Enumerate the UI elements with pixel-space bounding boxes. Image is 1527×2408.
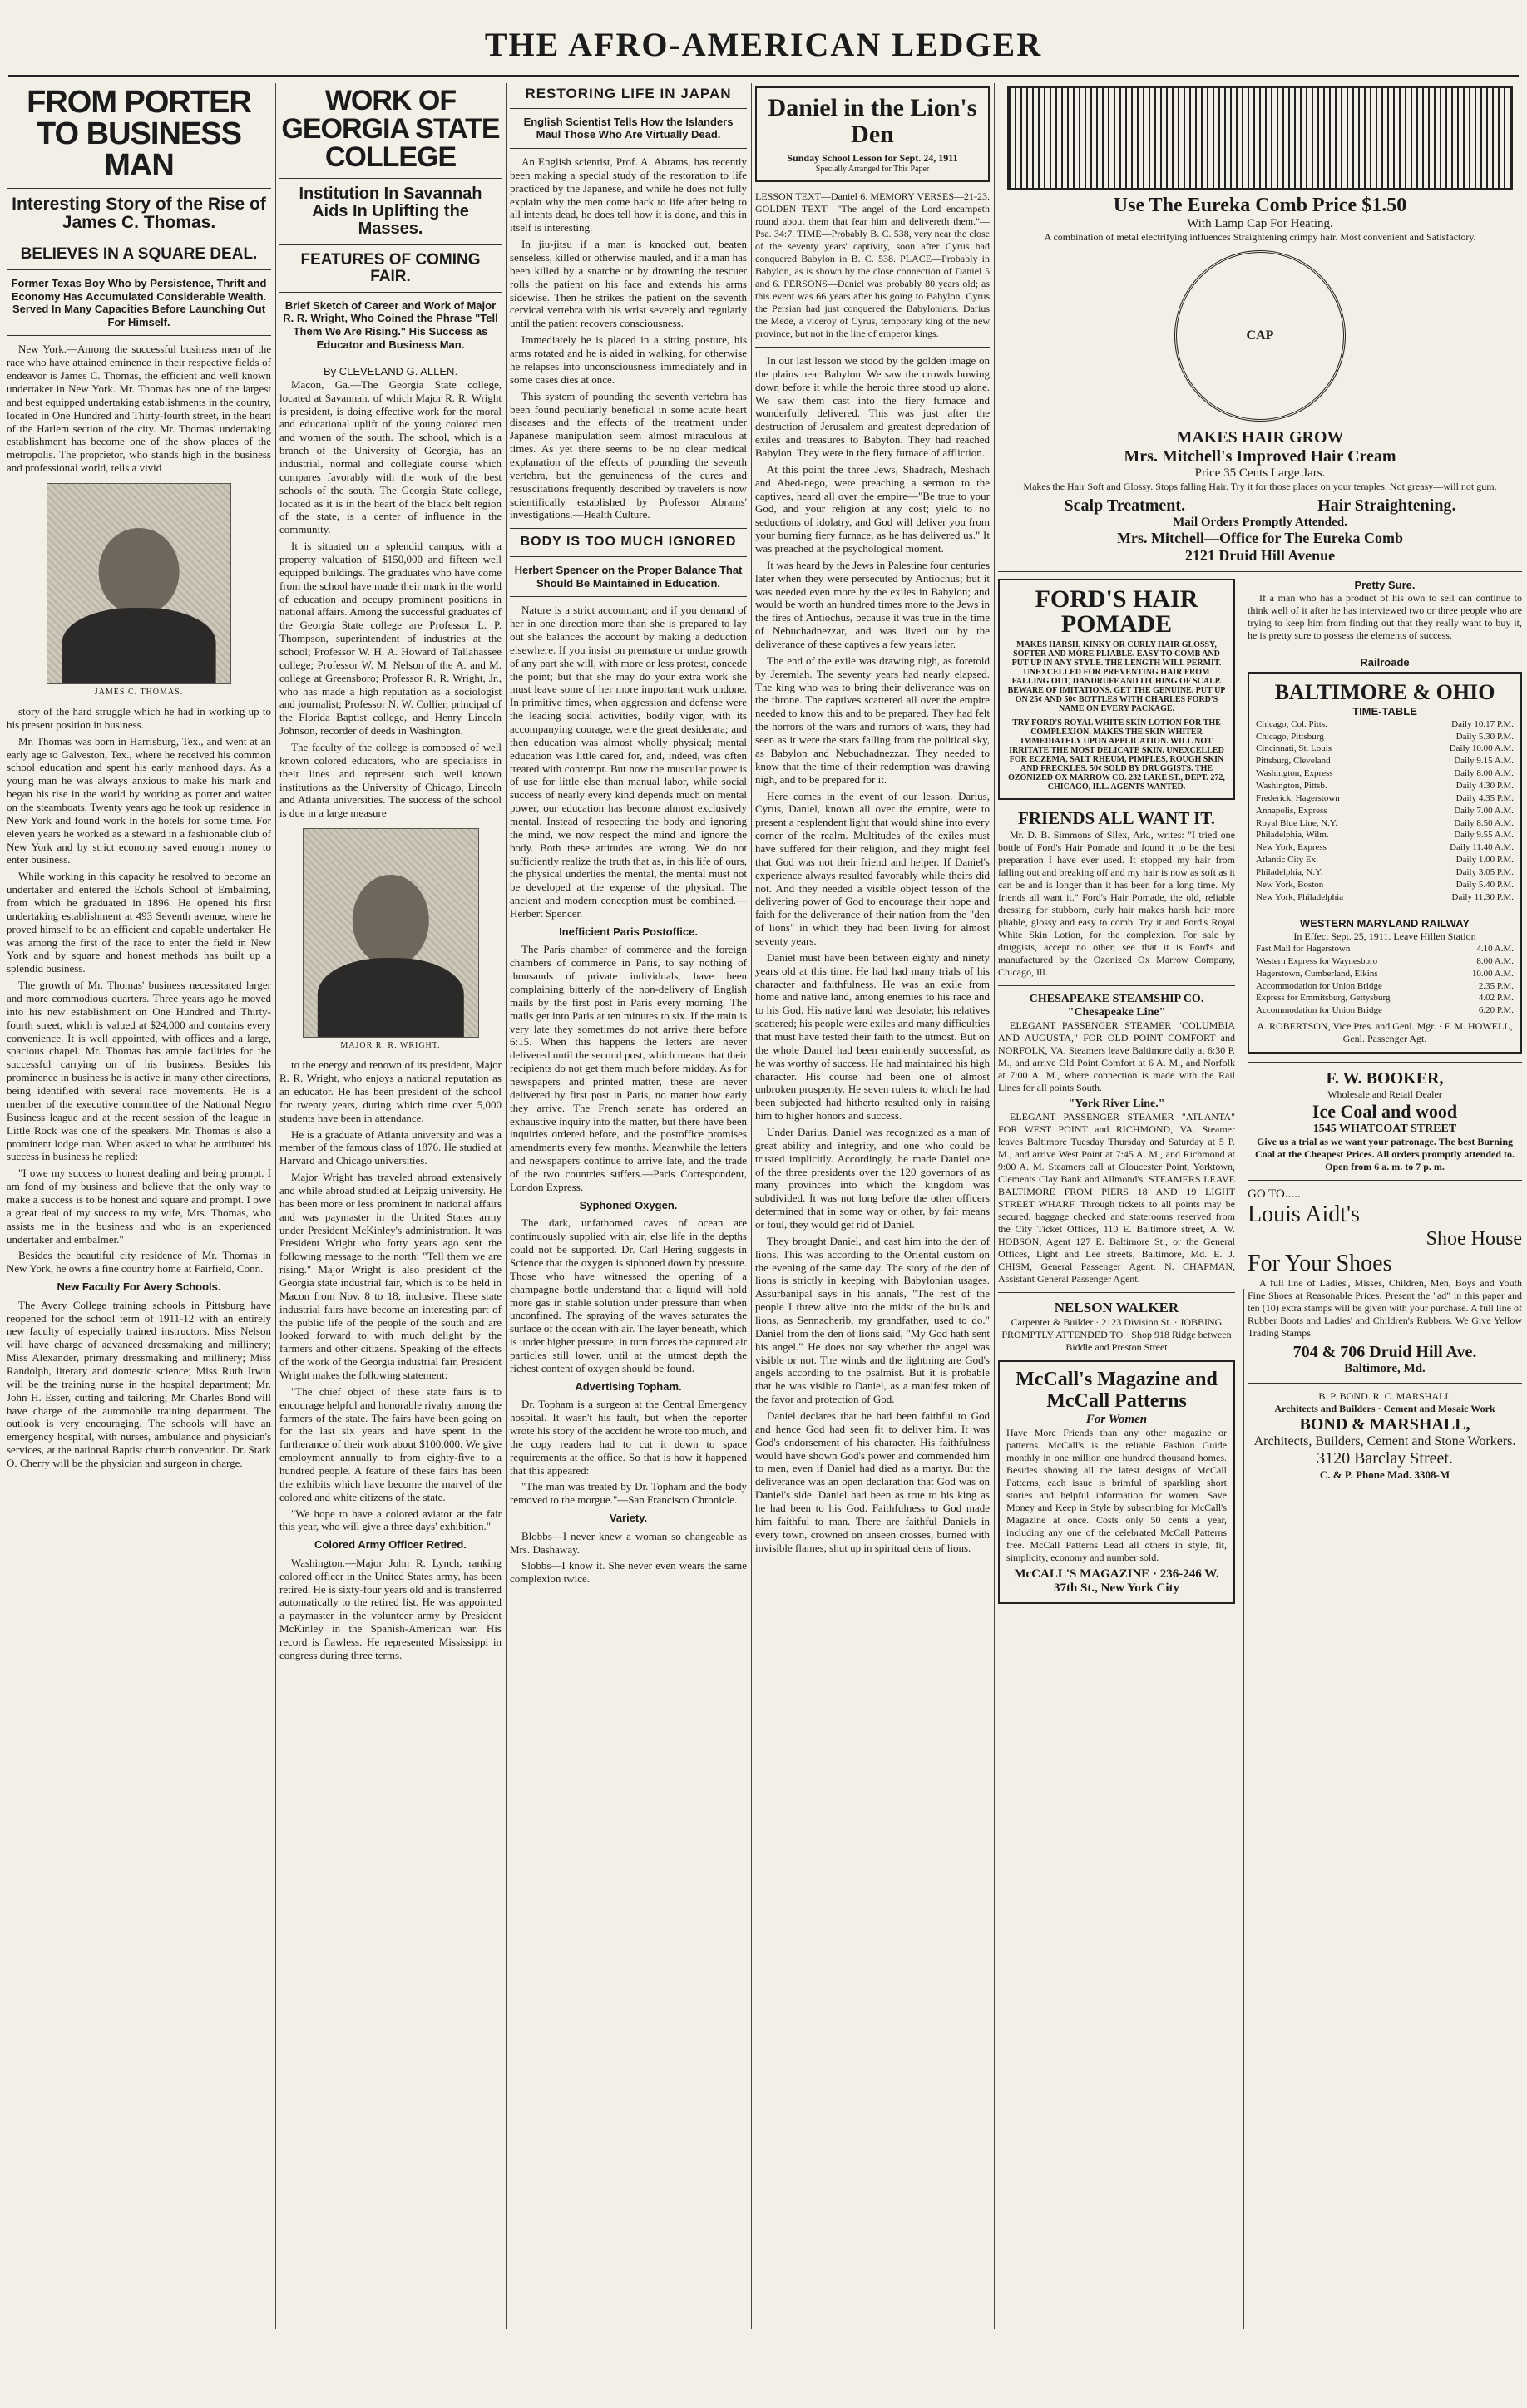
friends-title: FRIENDS ALL WANT IT.	[1018, 808, 1215, 828]
seal-label: CAP	[1246, 328, 1274, 343]
bond-names: B. P. BOND. R. C. MARSHALL	[1318, 1390, 1451, 1403]
paragraph: The growth of Mr. Thomas' business necessitated larger and more commodious quarters. Three years ago he moved into his new establishment on One Hundred and Thirty-fourth street, which is valued at $24,000 and contains every convenience. It is well appointed, with offices and a large, spacious chapel. Mr. Thomas has ample facilities for the successful carrying on of his business. Besides his prominence in business he is active in many other directions, being identified with several race movements. He is a member of the executive committee of the National Negro Business league and at the recent session of the league in Little Rock was one of the speakers. Mr. Thomas is also a prominent lodge man. When asked to what he attributed his success in business he replied:	[7, 979, 271, 1163]
timetable-train: Frederick, Hagerstown	[1256, 792, 1340, 803]
pretty-sure-copy: If a man who has a product of his own to sell can continue to think well of it after he has interviewed two or three people who are trying to keep him from finding out that they really want to buy it, he is pretty sure to possess the elements of success.	[1248, 591, 1522, 641]
timetable-train: Philadelphia, N.Y.	[1256, 866, 1323, 877]
timetable-train: Annapolis, Express	[1256, 805, 1327, 816]
timetable-time: Daily 1.00 P.M.	[1455, 855, 1514, 866]
comb-seal-icon	[1174, 250, 1346, 422]
column-five-ads	[998, 86, 1522, 2408]
timetable-train: New York, Philadelphia	[1256, 891, 1344, 902]
comb-brand: Use The Eureka Comb Price $1.50	[1113, 195, 1407, 216]
portrait-photo	[303, 828, 479, 1038]
subheadline: BELIEVES IN A SQUARE DEAL.	[20, 245, 258, 264]
subheadline: Inefficient Paris Postoffice.	[559, 925, 698, 938]
timetable-row	[1256, 992, 1514, 1004]
paragraph: In our last lesson we stood by the golden image on the plains near Babylon. We saw the crowds bowing down before it while the heroic three stood up alone. We saw them cast into the fiery furnace and wonderfully delivered. This was just after the destruction of Jerusalem and greatest depredation of exiles and treasures to Babylon. They had reached Babylon. They were in the fiery furnace of affliction.	[755, 354, 990, 460]
timetable-time: 8.00 A.M.	[1476, 955, 1514, 966]
paragraph: An English scientist, Prof. A. Abrams, has recently been making a special study of the restoration to life practiced by the Japanese, and while he does not fully explain why the men come back to life after being to all intents dead, he does tell how it is done, and this in itself is interesting.	[510, 155, 747, 234]
paragraph: Mr. Thomas was born in Harrisburg, Tex., and went at an early age to Galveston, Tex., where he received his common school education and spent his early manhood days. As a young man he was always anxious to make his mark and began his rise in the world by working as porter and waiter on the steamboats. Twenty years ago he took up residence in New York and found work in the hotels for some time. For eleven years he worked as a steward in a fashionable club of New York and by strict economy saved enough money to enter business.	[7, 734, 271, 866]
wm-rows	[1256, 943, 1514, 1017]
column-divider	[275, 83, 276, 2329]
subheadline: FEATURES OF COMING FAIR.	[300, 251, 481, 285]
aidt-goto: GO TO.....	[1248, 1187, 1301, 1202]
booker-ad	[1248, 1069, 1522, 1173]
subheadline: Colored Army Officer Retired.	[314, 1538, 467, 1552]
paragraph: story of the hard struggle which he had in working up to his present position in business.	[7, 705, 271, 731]
timetable-time: Daily 3.05 P.M.	[1455, 866, 1514, 877]
headline: RESTORING LIFE IN JAPAN	[525, 86, 732, 101]
wm-title: WESTERN MARYLAND RAILWAY	[1299, 917, 1470, 930]
chesapeake-line: "Chesapeake Line"	[1067, 1006, 1166, 1019]
paragraph: The dark, unfathomed caves of ocean are continuously supplied with air, else life in the depths could not be supported. Dr. Carl Hering suggests in Science that the oxygen is siphoned down by pressure. Those who have witnessed the opening of a champagne bottle understand that a liquid will hold more gas in stable solution under pressure than when unconfined. The spraying of the waves saturates the surface of the ocean with air. The layer beneath, which is under higher pressure, in turn forces the captured air particles still lower, until at the utmost depth the richest content of oxygen should be found.	[510, 1216, 747, 1374]
timetable-train: New York, Express	[1256, 842, 1327, 853]
booker-title: F. W. BOOKER,	[1326, 1069, 1444, 1088]
paragraph: to the energy and renown of its president, Major R. R. Wright, who enjoys a national reputation as an educator. He has been president of the school for twenty years, during which time over 5,000 students have been in attendance.	[279, 1058, 502, 1124]
paragraph: The Paris chamber of commerce and the foreign chambers of commerce in Paris, to say nothing of thousands of private individuals, have been complaining bitterly of the non-delivery of English mails by the first post in Paris every morning. The mails get into Paris at ten minutes to six. If the train is very late they sometimes do not arrive there before 6:15. When this happens the letters are never delivered until the second post, which means that their recipients do not get them much before midday. As for newspapers and printed matter, these are never delivered by first post in Paris, no matter how early they arrive. The French senate has ordered an exhaustive inquiry into the matter, but there have been inquiries ordered before, and the postoffice promises amendments every few months. Meanwhile the letters and newspapers continue to arrive late, and the trade of the two countries suffers.—Paris Correspondent, London Express.	[510, 943, 747, 1193]
mccall-address: McCALL'S MAGAZINE · 236-246 W. 37th St., New York City	[1014, 1567, 1219, 1595]
wm-sign: A. ROBERTSON, Vice Pres. and Genl. Mgr. · F. M. HOWELL, Genl. Passenger Agt.	[1257, 1020, 1513, 1045]
lesson-title: Daniel in the Lion's Den	[768, 94, 977, 148]
cream-copy: Makes the Hair Soft and Glossy. Stops falling Hair. Try it for those places on your temples. Not greasy—will not gum.	[1023, 481, 1497, 492]
paragraph: Macon, Ga.—The Georgia State college, located at Savannah, of which Major R. R. Wright is president, is doing effective work for the moral and educational uplift of the young colored men and women of the south. The school, which is a branch of the University of Georgia, has an industrial, normal and collegiate course which compares favorably with the work of the best schools of the south. The Georgia State college, located as it is in the heart of the black belt region of the state, is a center of influence in the community.	[279, 377, 502, 536]
paragraph: The Avery College training schools in Pittsburg have reopened for the school term of 1911-12 with an entirely new faculty of especially trained instructors. Miss Nelson will have charge of advanced dressmaking and millinery; Miss Alexander, primary dressmaking and millinery; Miss Randolph, literary and domestic science; Miss Ruth Irwin will be the training nurse in the hospital department; Mr. John H. Esser, cutting and tailoring; Mr. Charles Bond will have charge of the automobile training department. The outlook is very encouraging. The schools will have an emergency hospital, with nurses, ambulance and physician's services, at the national Baptist church convention. Dr. Stark O. Cherry will be the physician and surgeon in charge.	[7, 1298, 271, 1469]
paragraph: "The chief object of these state fairs is to encourage helpful and honorable rivalry among the farmers of the state. The fairs have been going on for the last six years and have spent in the furtherance of their work about $100,000. We give employment annually to from eighty-five to a hundred people. A feature of these fairs has been the exhibits which have become the marvel of the colored and white citizens of the state.	[279, 1384, 502, 1503]
left-ad-column	[998, 579, 1235, 1612]
timetable-time: Daily 7.00 A.M.	[1454, 805, 1514, 816]
bo-timetable	[1248, 672, 1522, 1054]
mail-orders: Mail Orders Promptly Attended.	[1173, 516, 1347, 529]
aidt-copy: A full line of Ladies', Misses, Children, Men, Boys and Youth Fine Shoes at Reasonable Prices. Present the "ad" in this paper and ten (10) extra stamps will be given with your purchase. A full line of Rubber Boots and Ladies' and Children's Rubbers. We Give Yellow Trading Stamps	[1248, 1277, 1522, 1340]
friends-copy: Mr. D. B. Simmons of Silex, Ark., writes: "I tried one bottle of Ford's Hair Pomade and found it to be the best preparation I have ever used. It stopped my hair from falling out and breaking off and my hair is now as soft as it can be and is longer than it has been for a long time. My friends all want it." Ford's Hair Pomade, the old, reliable dressing for stubborn, curly hair makes harsh hair more pliable, glossy and easy to comb. Try it and Ford's Royal White Skin Lotion, for the complexion. For sale by druggists, accept no other, see that it is Ford's and manufactured by the Ozonized Ox Marrow Company, Chicago, Ill.	[998, 829, 1235, 978]
lesson-note: Specially Arranged for This Paper	[815, 165, 930, 174]
office-address: 2121 Druid Hill Avenue	[1184, 547, 1336, 564]
cream-price: Price 35 Cents Large Jars.	[1194, 466, 1326, 480]
wm-note: In Effect Sept. 25, 1911. Leave Hillen Station	[1293, 930, 1476, 943]
timetable-time: 2.35 P.M.	[1478, 980, 1514, 991]
timetable-train: Chicago, Pittsburg	[1256, 731, 1324, 742]
paragraph: Dr. Topham is a surgeon at the Central Emergency hospital. It wasn't his fault, but when the reporter wrote his story of the accident he wrote too much, and the copy readers had to cut it down to space requirements at the office. So that is how it happened that this appeared:	[510, 1398, 747, 1477]
subheadline: Interesting Story of the Rise of James C. Thomas.	[12, 195, 266, 233]
subheadline: Advertising Topham.	[575, 1379, 682, 1393]
york-river-copy: ELEGANT PASSENGER STEAMER "ATLANTA" FOR WEST POINT and RICHMOND, VA. Steamer leaves Baltimore Tuesday Thursday and Saturday at 5 P. M., and arrive West Point at 7:45 A. M., and Richmond at 9:00 A. M. Steamers call at Gloucester Point, Yorktown, Clements Clay Bank and Allmond's. STEAMERS LEAVE BALTIMORE FROM PIERS 18 AND 19 LIGHT STREET WHARF. Through tickets to all points may be secured, baggage checked and staterooms reserved from the City Ticket Offices, 110 E. Baltimore street, A. W. HOBSON, Agent 127 E. Baltimore St., or the General Offices, Light and Lee streets, Baltimore, Md. E. J. CHISM, General Passenger Agent. N. CHAPMAN, Assistant General Passenger Agent.	[998, 1111, 1235, 1285]
paragraph: Immediately he is placed in a sitting posture, his arms rotated and he is aided in walking, for otherwise he relapses into unconsciousness immediately and in some cases dies at once.	[510, 333, 747, 386]
headline: WORK OF GEORGIA STATE COLLEGE	[281, 86, 500, 173]
subheadline: Variety.	[609, 1512, 648, 1525]
railroad-heading: Railroade	[1360, 655, 1410, 669]
paragraph: Daniel declares that he had been faithful to God and hence God had seen fit to deliver him. It was God's endorsement of his character. His faithfulness would have shown God's power and commended him to men, even if Daniel had died as a martyr. But the deliverance was an open declaration that God was on Daniel's side. Daniel had been as true to his king as he had been to his God. Faithfulness to God made him faithful to man. There are faithful Daniels in every town, crowned on unseen crosses, burned with invisible flames, shut up in spiritual dens of lions.	[755, 1409, 990, 1554]
sunday-lesson-box	[755, 86, 990, 182]
booker-goods: Ice Coal and wood	[1312, 1101, 1458, 1123]
column-divider	[751, 83, 752, 2329]
timetable-row	[1256, 755, 1514, 767]
aidt-city: Baltimore, Md.	[1344, 1362, 1426, 1376]
masthead-title: THE AFRO-AMERICAN LEDGER	[484, 26, 1043, 63]
office: Mrs. Mitchell—Office for The Eureka Comb	[1117, 530, 1403, 546]
timetable-row	[1256, 1004, 1514, 1017]
deck: Former Texas Boy Who by Persistence, Thrift and Economy Has Accumulated Considerable Wealth. Served In Many Capacities Before Launching Out For Himself.	[11, 277, 267, 328]
timetable-train: Atlantic City Ex.	[1256, 855, 1318, 866]
article-column-three	[510, 86, 747, 1589]
bond-sub: Architects and Builders · Cement and Mosaic Work	[1274, 1403, 1495, 1415]
photo-caption: MAJOR R. R. WRIGHT.	[340, 1041, 441, 1051]
timetable-row	[1256, 866, 1514, 879]
fords-ad	[998, 579, 1235, 800]
aidt-head: For Your Shoes	[1248, 1251, 1392, 1277]
headline: FROM PORTER TO BUSINESS MAN	[27, 86, 251, 183]
deck: Herbert Spencer on the Proper Balance That Should Be Maintained in Education.	[514, 564, 743, 590]
timetable-row	[1256, 767, 1514, 780]
timetable-train: Cincinnati, St. Louis	[1256, 743, 1332, 754]
timetable-row	[1256, 731, 1514, 743]
timetable-row	[1256, 955, 1514, 968]
fords-copy-2: TRY FORD'S ROYAL WHITE SKIN LOTION FOR THE COMPLEXION. MAKES THE SKIN WHITER IMMEDIATELY UPON APPLICATION. WILL NOT IRRITATE THE MOST DELICATE SKIN. UNEXCELLED FOR ECZEMA, SALT RHEUM, PIMPLES, ROUGH SKIN AND FRECKLES. 50¢ SOLD BY DRUGGISTS. THE OZONIZED OX MARROW CO. 232 LAKE ST., DEPT. 272, CHICAGO, ILL. AGENTS WANTED.	[1008, 718, 1225, 792]
deck: English Scientist Tells How the Islanders Maul Those Who Are Virtually Dead.	[523, 115, 734, 141]
timetable-row	[1256, 879, 1514, 891]
aidt-ad	[1248, 1187, 1522, 1376]
bo-rows	[1256, 718, 1514, 904]
timetable-row	[1256, 718, 1514, 731]
paragraph: The faculty of the college is composed of well known colored educators, who are specialists in their lines and represent such well known institutions as the University of Chicago, Lincoln and Atlanta universities. The success of the school is due in a large measure	[279, 741, 502, 820]
paragraph: It is situated on a splendid campus, with a property valuation of $150,000 and fifteen well equipped buildings. The graduates who have come from the school have made their mark in the world of education and occupy prominent positions in national affairs. Among the successful graduates of the Georgia State college are Professor L. P. Thompson, superintendent of industries at the school; Professor W. H. A. Howard of Tallahassee college; Professor W. M. Nelson of the A. and M. college at Greensboro; Professor R. R. Wright, Jr., who has made a high reputation as a sociologist and journalist; Professor N. W. Collier, principal of the Florida Baptist college, and Henry Lincoln Johnson, recorder of deeds in Washington.	[279, 540, 502, 738]
timetable-time: Daily 4.30 P.M.	[1455, 781, 1514, 791]
bond-address: 3120 Barclay Street.	[1317, 1449, 1453, 1468]
aidt-address: 704 & 706 Druid Hill Ave.	[1292, 1343, 1477, 1362]
timetable-time: Daily 5.30 P.M.	[1455, 731, 1514, 742]
comb-note: With Lamp Cap For Heating.	[1187, 217, 1333, 230]
timetable-time: Daily 10.17 P.M.	[1451, 718, 1514, 729]
booker-address: 1545 WHATCOAT STREET	[1312, 1123, 1457, 1136]
booker-copy: Give us a trial as we want your patronage. The best Burning Coal at the Cheapest Prices. All orders promptly attended to. Open from 6 a. m. to 7 p. m.	[1254, 1136, 1515, 1173]
paragraph: Daniel must have been between eighty and ninety years old at this time. He had had many trials of his character and faithfulness. He was an exile from home and native land, among enemies to his race and to his God. His native land was desolate; his relatives scattered; his people were exiles and many difficulties that must have tested their faith to the utmost. But on the whole Daniel had been eminently successful, as he was worthy of success. He had maintained his high character. His course had been one of almost unbroken prosperity. He seven rulers to which he had been subjected had hitherto resulted only in raising him to higher honors and success.	[755, 950, 990, 1123]
masthead-rule	[8, 75, 1519, 77]
paragraph: At this point the three Jews, Shadrach, Meshach and Abed-nego, were preaching a sermon to the captives, heard all over the empire—"Be true to your God, and your religion at any cost; yield to no seductions of idolatry, and God will deliver you from your burning fiery furnace, as he has delivered us." It was preached at the psychological moment.	[755, 462, 990, 555]
paragraph: Besides the beautiful city residence of Mr. Thomas in New York, he owns a fine country home at Fairfield, Conn.	[7, 1249, 271, 1276]
chesapeake-title: CHESAPEAKE STEAMSHIP CO.	[1029, 993, 1204, 1005]
paragraph: "I owe my success to honest dealing and being prompt. I am fond of my business and believe that the only way to make a success is to be honest and square and prompt. I owe a great deal of my success to my wife, Mrs. Thomas, who assists me in the business and who is an experienced undertaker and embalmer."	[7, 1167, 271, 1246]
article-georgia-state-college	[279, 86, 502, 1665]
timetable-row	[1256, 743, 1514, 755]
paragraph: Here comes in the event of our lesson. Darius, Cyrus, Daniel, known all over the empire, were to present a resplendent light that would shine into every corner of the realm. Multitudes of the exiles must have suffered for their religion, and they might feel that God was not their friend and helper. If Daniel's experience always resulted favorably while theirs did not. And they needed a visible object lesson of the delivering power of God to encourage their hope and faith for the deliverance of their nation from the "den of lions" in which they had been living for almost seventy years.	[755, 789, 990, 947]
subheadline: Syphoned Oxygen.	[579, 1198, 678, 1211]
timetable-time: Daily 9.15 A.M.	[1454, 756, 1514, 767]
bond-marshall-ad	[1248, 1390, 1522, 1482]
timetable-train: Pittsburg, Cleveland	[1256, 756, 1331, 767]
hair-grow: MAKES HAIR GROW	[1176, 428, 1344, 447]
photo-caption: JAMES C. THOMAS.	[94, 688, 184, 697]
headline: BODY IS TOO MUCH IGNORED	[520, 535, 737, 550]
timetable-row	[1256, 943, 1514, 955]
right-ad-column	[1248, 579, 1522, 1482]
timetable-row	[1256, 805, 1514, 817]
timetable-time: Daily 8.50 A.M.	[1454, 817, 1514, 828]
nelson-walker-copy: Carpenter & Builder · 2123 Division St. · JOBBING PROMPTLY ATTENDED TO · Shop 918 Ridge between Biddle and Preston Street	[1001, 1316, 1232, 1353]
subheadline: Institution In Savannah Aids In Uplifting the Masses.	[299, 185, 482, 238]
nelson-walker-title: NELSON WALKER	[1054, 1300, 1179, 1315]
timetable-time: 10.00 A.M.	[1471, 968, 1514, 979]
timetable-train: Philadelphia, Wilm.	[1256, 830, 1329, 841]
byline: By CLEVELAND G. ALLEN.	[323, 365, 458, 378]
paragraph: "We hope to have a colored aviator at the fair this year, who will give a three days' exhibition."	[279, 1507, 502, 1533]
timetable-time: 4.02 P.M.	[1478, 993, 1514, 1004]
timetable-train: Western Express for Waynesboro	[1256, 955, 1378, 966]
mccall-sub: For Women	[1085, 1412, 1148, 1426]
aidt-house: Shoe House	[1426, 1228, 1522, 1251]
bond-copy: Architects, Builders, Cement and Stone Workers.	[1253, 1434, 1516, 1449]
timetable-train: Express for Emmitsburg, Gettysburg	[1256, 993, 1391, 1004]
lesson-date: Sunday School Lesson for Sept. 24, 1911	[787, 152, 958, 164]
paragraph: Nature is a strict accountant; and if you demand of her in one direction more than she is prepared to lay out she balances the account by making a deduction elsewhere. If you insist on premature or undue growth of any part she will, with more or less protest, concede the point; but that she may do your extra work she must leave some of her more important work undone. In primitive times, when aggression and defense were the leading social activities, bodily vigor, with its accompanying courage, were the great desiderata; and then education was almost wholly physical; mental education was little cared for, and, indeed, was often treated with contempt. But now the muscular power is of use for little else than manual labor, while social success of nearly every kind depends much on mental power, our education has become almost exclusively mental. Instead of respecting the body and ignoring the mind, we now respect the mind and ignore the body. Both these attitudes are wrong. We do not sufficiently realize the truth that as, in this life of ours, the physical underlies the mental, the mental must not be developed at the expense of the physical. The ancient and modern conception must be combined.—Herbert Spencer.	[510, 604, 747, 920]
fords-title: FORD'S HAIR POMADE	[1035, 585, 1198, 638]
column-four	[755, 86, 990, 1557]
paragraph: Major Wright has traveled abroad extensively and while abroad studied at Leipzig university. He has been more or less prominent in national affairs and was paymaster in the United States army under President McKinley's administration. It was President Wright who forty years ago sent the following message to the north: "Tell them we are rising." Major Wright is also president of the Georgia state industrial fair, which is to be held in Macon from Nov. 8 to 18, inclusive. These state industrial fairs have become an interesting part of the public life of the people of the south and are looked forward to with much delight by the farmers and other citizens. Speaking of the effects of the work of the Georgia industrial fair, President Wright makes the following statement:	[279, 1171, 502, 1381]
timetable-time: Daily 11.40 A.M.	[1450, 842, 1514, 853]
timetable-row	[1256, 780, 1514, 792]
paragraph: New York.—Among the successful business men of the race who have attained eminence in their respective fields of endeavor is James C. Thomas, the efficient and well known undertaker in New York. Mr. Thomas has one of the largest and best equipped undertaking establishments in the country, located in One Hundred and Thirty-fourth street, in the heart of the Harlem section of the city. Mr. Thomas' undertaking establishment has become one of the show places of the metropolis. The proprietor, who stands high in the business and professional world, tells a vivid	[7, 343, 271, 475]
timetable-row	[1256, 854, 1514, 866]
timetable-train: Chicago, Col. Pitts.	[1256, 718, 1327, 729]
mccall-copy: Have More Friends than any other magazine or patterns. McCall's is the reliable Fashion Guide monthly in one million one hundred thousand homes. Besides showing all the latest designs of McCall Patterns, each issue is brimful of sparkling short stories and helpful information for women. Save Money and Keep in Style by subscribing for McCall's Magazine at once. Costs only 50 cents a year, including any one of the celebrated McCall Patterns free. McCall Patterns Lead all others in style, fit, simplicity, economy and number sold.	[1006, 1426, 1227, 1563]
hair-straightening: Hair Straightening.	[1317, 496, 1456, 515]
york-river-line: "York River Line."	[1068, 1098, 1165, 1110]
paragraph: This system of pounding the seventh vertebra has been found peculiarly beneficial in some acute heart diseases and the effects of the treatment under Japanese manipulation seem almost miraculous at times. As yet there seems to be no clear medical explanation of the effects of pounding the seventh vertebra, but the genuineness of the cures and resuscitations frequently described by travelers is now scientifically established by Professor Abrams' investigations.—Health Culture.	[510, 389, 747, 521]
timetable-time: 4.10 A.M.	[1476, 944, 1514, 955]
paragraph: It was heard by the Jews in Palestine four centuries later when they were persecuted by Antiochus; but it was needed even more by the exiles in Babylon; and would be worth an hundred times more to the Jews in the fires of Antiochus, because it was true in the time of Nebuchadnezzar, and was lived out by the deliverance of these captives a few years later.	[755, 558, 990, 651]
timetable-train: Hagerstown, Cumberland, Elkins	[1256, 968, 1378, 979]
hair-cream: Mrs. Mitchell's Improved Hair Cream	[1124, 447, 1396, 466]
timetable-time: 6.20 P.M.	[1478, 1005, 1514, 1016]
paragraph: While working in this capacity he resolved to become an undertaker and entered the Echols School of Embalming, from which he graduated in 1896. He opened his first undertaking establishment at 493 Seventh avenue, where he proved himself to be an efficient and capable undertaker. He was among the first of the race to enter the field in New York and by square and honest methods has built up a splendid business.	[7, 870, 271, 975]
timetable-train: Accommodation for Union Bridge	[1256, 980, 1382, 991]
timetable-train: Accommodation for Union Bridge	[1256, 1005, 1382, 1016]
mccall-ad	[998, 1360, 1235, 1604]
column-divider	[506, 83, 507, 2329]
timetable-train: Washington, Pittsb.	[1256, 781, 1327, 791]
fords-copy: MAKES HARSH, KINKY OR CURLY HAIR GLOSSY, SOFTER AND MORE PLIABLE. EASY TO COMB AND PUT UP IN ANY STYLE. THE LENGTH WILL PERMIT. UNEXCELLED FOR PREVENTING HAIR FROM FALLING OUT, DANDRUFF AND ITCHING OF SCALP. BEWARE OF IMITATIONS. GET THE GENUINE. PUT UP ON 25¢ AND 50¢ BOTTLES WITH CHARLES FORD'S NAME ON EVERY PACKAGE.	[1007, 640, 1226, 713]
timetable-row	[1256, 968, 1514, 980]
deck: Brief Sketch of Career and Work of Major R. R. Wright, Who Coined the Phrase "Tell Them We Are Rising." His Success as Educator and Business Man.	[283, 299, 498, 351]
timetable-train: New York, Boston	[1256, 879, 1324, 890]
timetable-time: Daily 10.00 A.M.	[1449, 743, 1514, 754]
paragraph: Blobbs—I never knew a woman so changeable as Mrs. Dashaway.	[510, 1529, 747, 1556]
lesson-text: LESSON TEXT—Daniel 6. MEMORY VERSES—21-23. GOLDEN TEXT—"The angel of the Lord encampeth round about them that fear him and delivereth them."—Psa. 34:7. TIME—Probably B. C. 538, very near the close of the seventy years' captivity, soon after Cyrus had conquered Babylon in B. C. 538. PLACE—Probably in Babylon, as is shown by the close connection of Daniel 5 and 6. PERSONS—Daniel was probably 80 years old; as this event was 66 years after his going to Babylon. Cyrus the Persian had just conquered the Babylonians. Darius the Mede, a viceroy of Cyrus, temporary king of the new province, but not in the line of emperor kings.	[755, 190, 990, 339]
timetable-row	[1256, 817, 1514, 830]
bo-title: BALTIMORE & OHIO	[1274, 680, 1495, 705]
timetable-time: Daily 4.35 P.M.	[1455, 792, 1514, 803]
chesapeake-copy: ELEGANT PASSENGER STEAMER "COLUMBIA AND AUGUSTA," FOR OLD POINT COMFORT and NORFOLK, VA. Steamers leave Baltimore daily at 6:30 P. M., and arrive Old Point Comfort at 6 A. M., and Norfolk at 7:00 A. M., where connection is made with the Rail Lines for all points South.	[998, 1019, 1235, 1093]
comb-description: A combination of metal electrifying influences Straightening crimpy hair. Most convenient and Satisfactory.	[1044, 231, 1476, 243]
timetable-train: Royal Blue Line, N.Y.	[1256, 817, 1338, 828]
paragraph: He is a graduate of Atlanta university and was a member of the famous class of 1876. He studied at Harvard and Chicago universities.	[279, 1128, 502, 1167]
column-divider	[994, 83, 995, 2329]
article-porter-to-business-man	[7, 86, 271, 1473]
scalp-treatment: Scalp Treatment.	[1064, 496, 1186, 515]
timetable-time: Daily 8.00 A.M.	[1454, 768, 1514, 779]
timetable-train: Fast Mail for Hagerstown	[1256, 944, 1351, 955]
paragraph: The end of the exile was drawing nigh, as foretold by Jeremiah. The seventy years had nearly elapsed. The king who was to bring their deliverance was on the throne. The captives scattered all over the empire needed to know this and to be prepared. They had felt the horrors of the wars and rumors of wars, they had seen as it were the stars falling from the political sky, as Babylon and Nebuchadnezzar. They needed to know that the time of their redemption was drawing nigh, and to be prepared for it.	[755, 654, 990, 786]
paragraph: In jiu-jitsu if a man is knocked out, beaten senseless, killed or otherwise mauled, and if a man has been killed by a snatche or by drowning the rescuer rolls the patient on his face and extends his arms sidewise. Then he strikes the patient on the seventh cervical vertebra with his wrist severely and regularly until the patient recovers consciousness.	[510, 238, 747, 330]
comb-illustration	[1007, 86, 1514, 190]
timetable-train: Washington, Express	[1256, 768, 1333, 779]
paragraph: Washington.—Major John R. Lynch, ranking colored officer in the United States army, has been retired. He is sixty-four years old and is transferred automatically to the retired list. He was appointed a paymaster in the volunteer army by President McKinley in the Spanish-American war. His record is flawless. He represented Mississippi in congress during three terms.	[279, 1556, 502, 1661]
booker-sub: Wholesale and Retail Dealer	[1327, 1088, 1442, 1101]
bond-phone: C. & P. Phone Mad. 3308-M	[1319, 1468, 1450, 1482]
timetable-row	[1256, 792, 1514, 805]
aidt-name: Louis Aidt's	[1248, 1202, 1360, 1228]
timetable-row	[1256, 891, 1514, 904]
timetable-row	[1256, 829, 1514, 841]
timetable-row	[1256, 841, 1514, 854]
bond-title: BOND & MARSHALL,	[1299, 1415, 1470, 1434]
timetable-time: Daily 9.55 A.M.	[1454, 830, 1514, 841]
timetable-row	[1256, 980, 1514, 993]
timetable-time: Daily 11.30 P.M.	[1451, 891, 1514, 902]
paragraph: They brought Daniel, and cast him into the den of lions. This was according to the Oriental custom on the evening of the same day. The story of the den of lions is strictly in keeping with Babylonian usages. Assurbanipal says in his annals, "The rest of the people I threw alive into the midst of the bulls and lions, as Sennacherib, my grandfather, used to do." Daniel from the den of lions said, "My God hath sent his angel." He does not say whether the angel was visible or not. The winds and the lightning are God's angels according to the psalmist. But it is probable that he was visible to Daniel, as a manifest token of the favor and protection of God.	[755, 1234, 990, 1406]
bo-sub: TIME-TABLE	[1352, 705, 1417, 718]
portrait-photo	[47, 483, 231, 684]
subheadline: New Faculty For Avery Schools.	[57, 1280, 221, 1294]
mccall-title: McCall's Magazine and McCall Patterns	[1016, 1369, 1218, 1413]
timetable-time: Daily 5.40 P.M.	[1455, 879, 1514, 890]
paragraph: Slobbs—I know it. She never even wears the same complexion twice.	[510, 1559, 747, 1586]
paragraph: "The man was treated by Dr. Topham and the body removed to the morgue."—San Francisco Chronicle.	[510, 1480, 747, 1507]
paragraph: Under Darius, Daniel was recognized as a man of great ability and integrity, and one who could be trusted implicitly. Accordingly, he made Daniel one of the three presidents over the 120 governors of as many provinces into which the kingdom was subdivided. It was not long before the other officers determined that in some way or other, by fair means or foul, they would get rid of Daniel.	[755, 1125, 990, 1231]
pretty-sure-title: Pretty Sure.	[1354, 579, 1416, 591]
